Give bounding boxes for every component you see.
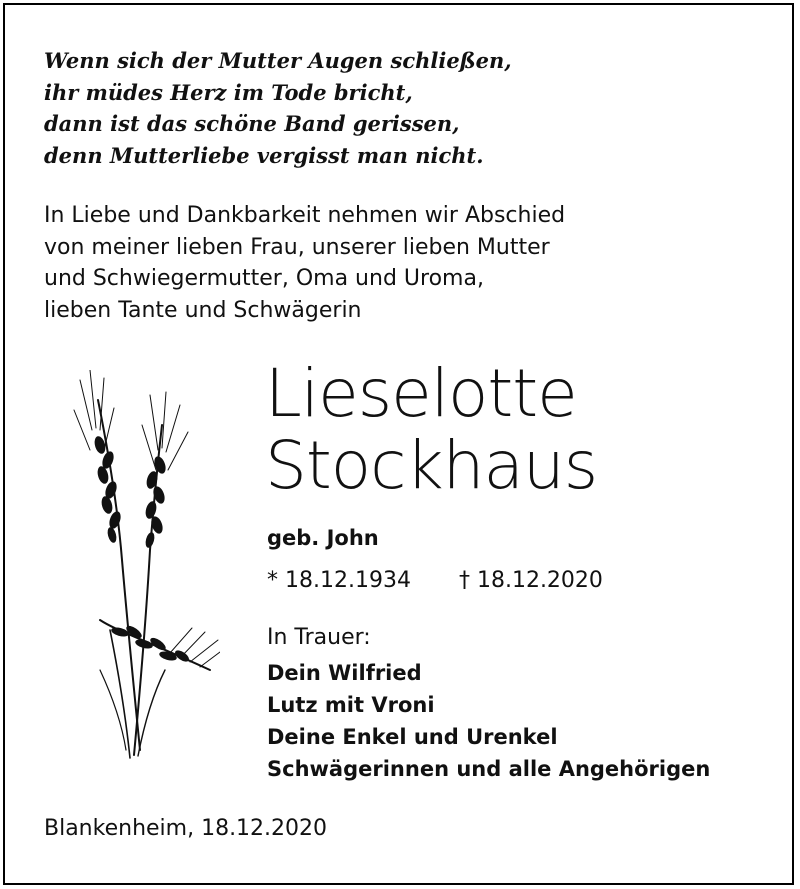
poem (44, 45, 512, 171)
first-name: Lieselotte (265, 355, 577, 432)
deceased-name (265, 355, 598, 504)
maiden-name: geb. John (267, 526, 379, 550)
intro-line: von meiner lieben Frau, unserer lieben Mutter (44, 234, 550, 260)
birth-date: * 18.12.1934 (267, 568, 411, 593)
poem-line: Wenn sich der Mutter Augen schließen, (44, 48, 512, 73)
intro-line: In Liebe und Dankbarkeit nehmen wir Abschied (44, 203, 566, 228)
mourner: Deine Enkel und Urenkel (267, 725, 558, 749)
life-dates (267, 568, 603, 593)
last-name: Stockhaus (265, 427, 598, 504)
death-date: † 18.12.2020 (458, 568, 603, 593)
mourner: Dein Wilfried (267, 661, 422, 685)
poem-line: denn Mutterliebe vergisst man nicht. (44, 142, 484, 168)
intro-line: und Schwiegermutter, Oma und Uroma, (44, 266, 484, 291)
poem-line: dann ist das schöne Band gerissen, (44, 111, 460, 136)
intro-text (44, 200, 565, 326)
poem-line: ihr müdes Herz im Tode bricht, (44, 79, 413, 105)
wheat-ears-icon (70, 370, 220, 760)
mourners-list (267, 657, 710, 785)
mourners-label: In Trauer: (267, 625, 371, 650)
intro-line: lieben Tante und Schwägerin (44, 297, 362, 323)
place-date: Blankenheim, 18.12.2020 (44, 816, 328, 841)
mourner: Lutz mit Vroni (267, 693, 435, 717)
mourner: Schwägerinnen und alle Angehörigen (267, 757, 711, 781)
